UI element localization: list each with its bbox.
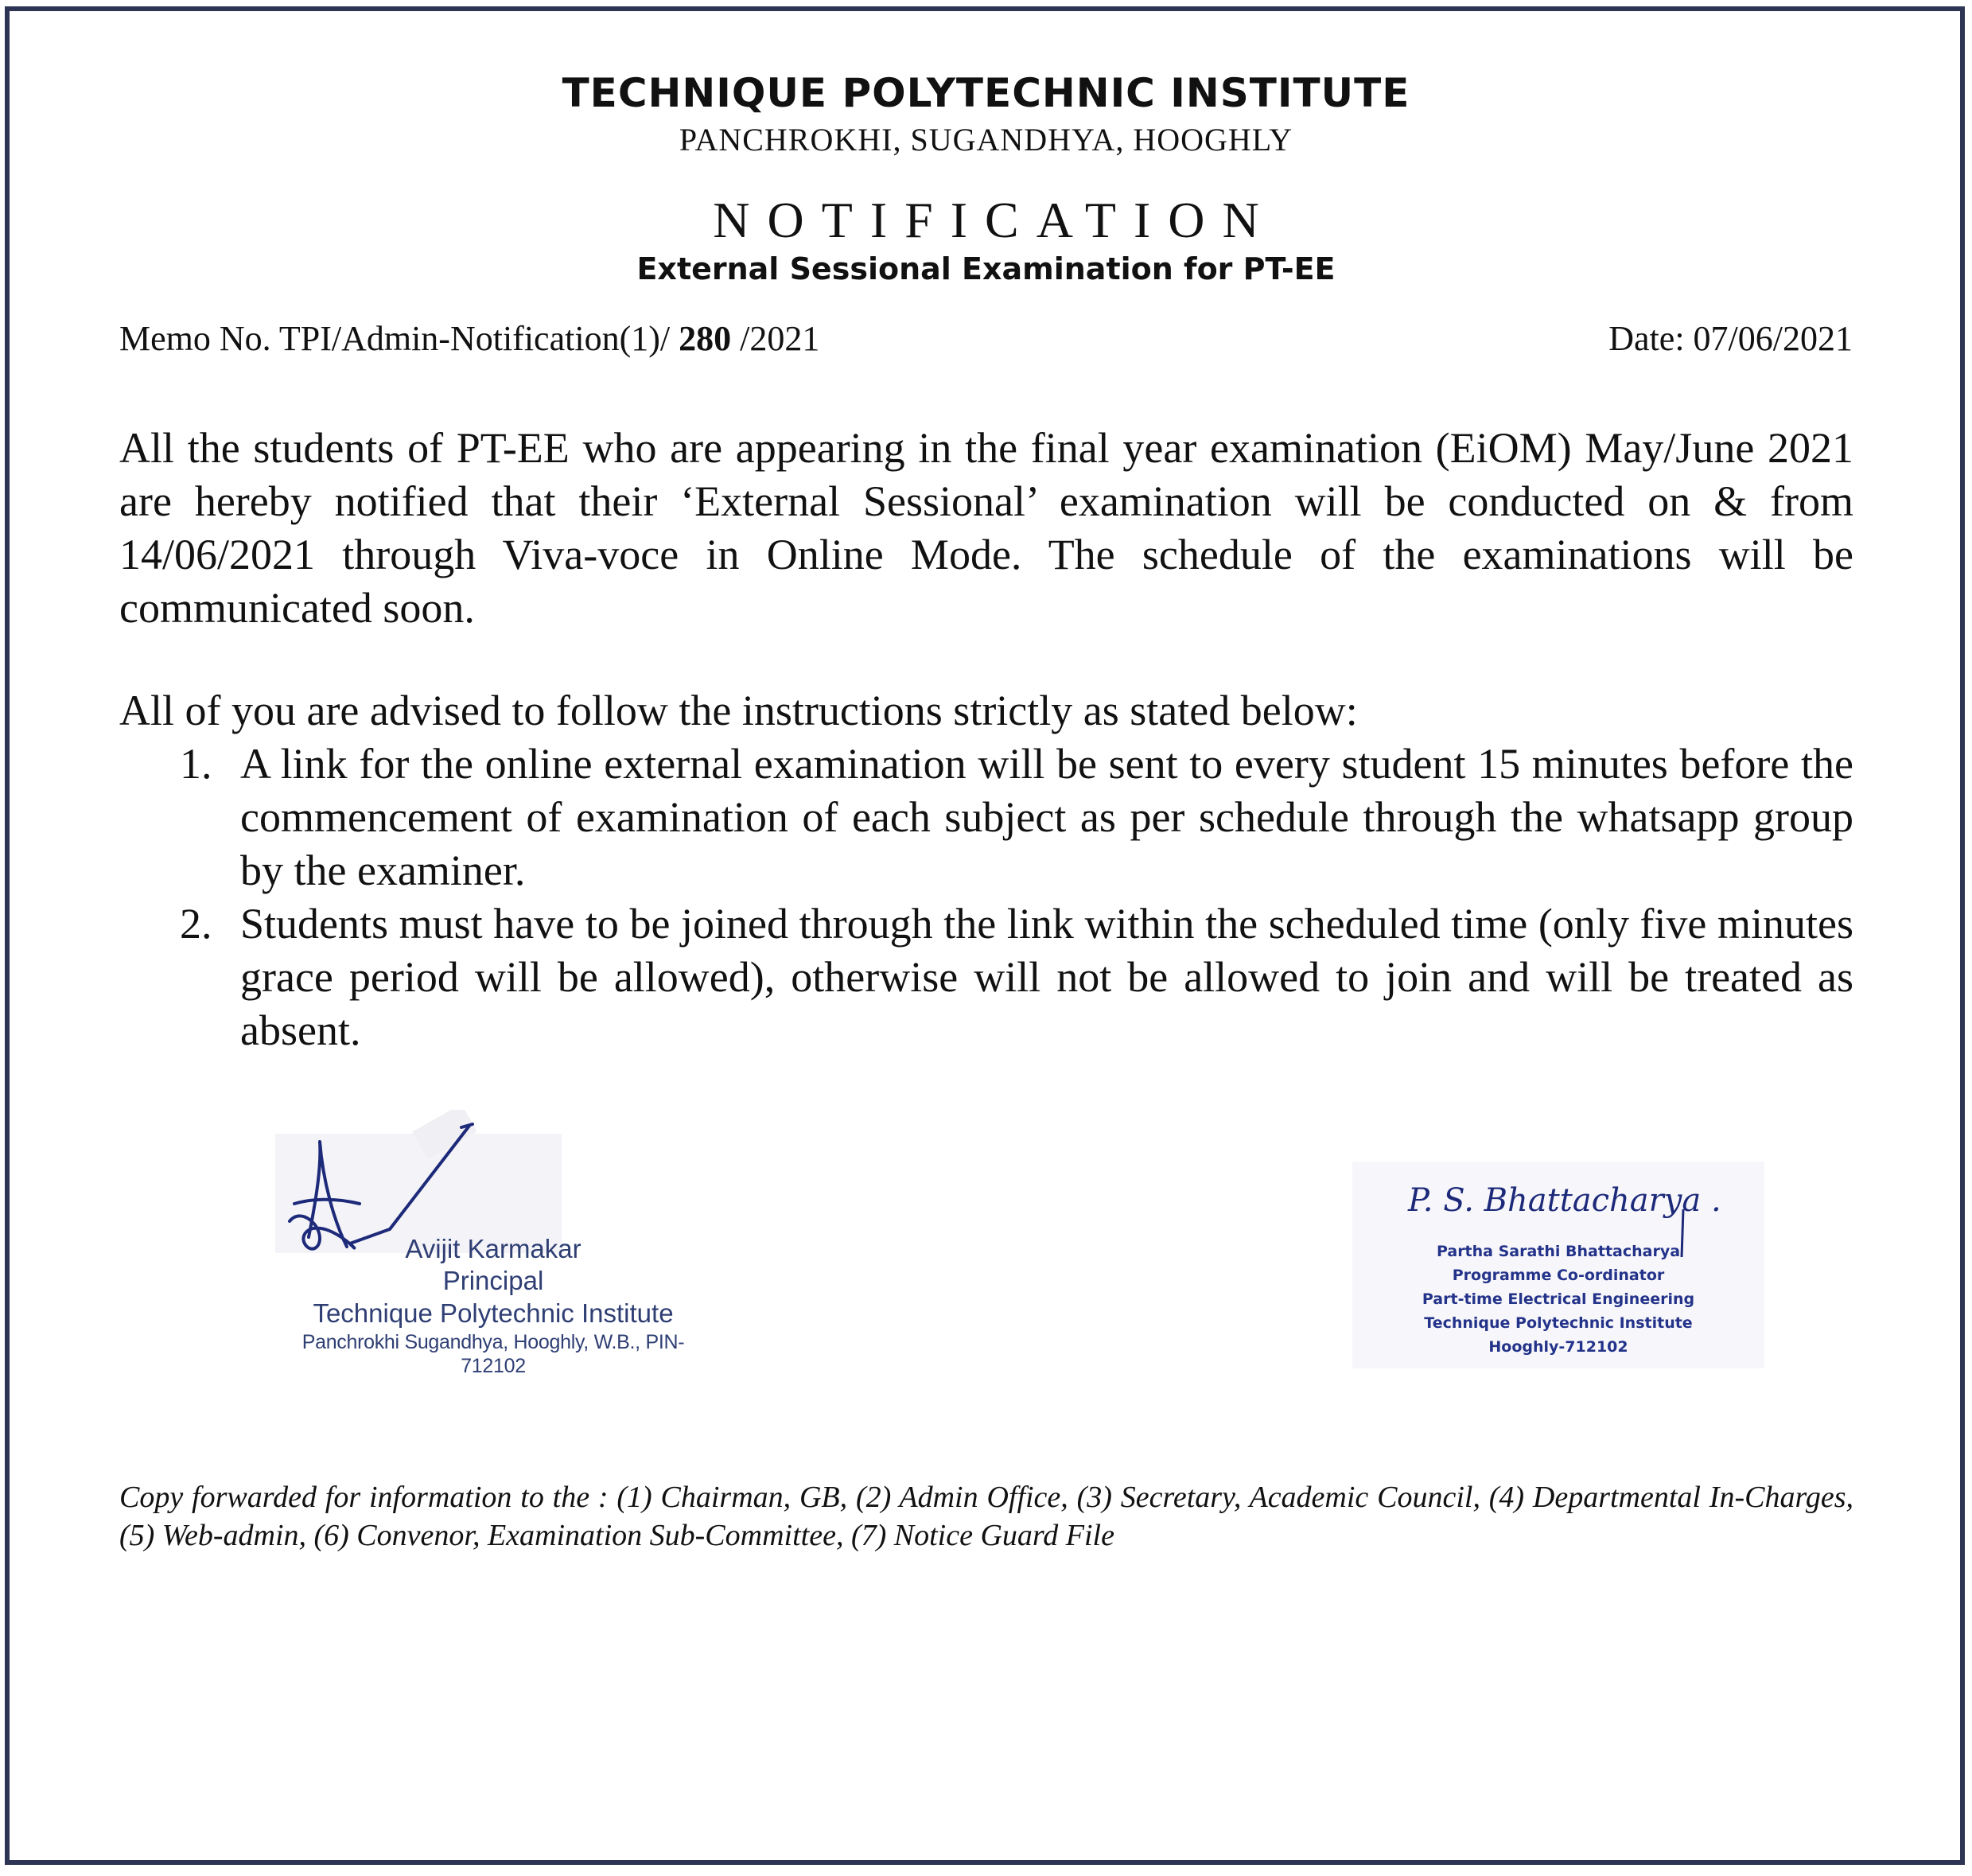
memo-number: 280 (679, 319, 732, 358)
list-item-text: Students must have to be joined through the link within the scheduled time (only five minutes grace period will be allowed), otherwise will not be allowed to join and will be treated as absent. (240, 900, 1853, 1054)
copy-forwarded-note: Copy forwarded for information to the : (1) Chairman, GB, (2) Admin Office, (3) Secretary, Academic Council, (4) Departmental In-Charges, (5) Web-admin, (6) Convenor, Examination Sub-Committee, (7) Notice Guard File (119, 1481, 1853, 1552)
coordinator-address: Hooghly-712102 (1488, 1338, 1628, 1356)
principal-signature-block (270, 1110, 716, 1377)
list-item-number: 2. (180, 900, 212, 948)
list-item (119, 897, 1853, 1057)
notification-subtitle: External Sessional Examination for PT-EE (636, 251, 1336, 286)
list-item-text: A link for the online external examination will be sent to every student 15 minutes before the commencement of examination of each subject as per schedule through the whatsapp group by the examiner. (240, 740, 1853, 894)
handwritten-signature: P. S. Bhattacharya . (1408, 1182, 1721, 1219)
principal-stamp (270, 1233, 716, 1378)
notice-paragraph-1: All the students of PT-EE who are appearing in the final year examination (EiOM) May/June 2021 are hereby notified that their ‘External Sessional’ examination will be conducted on & from 14/06/2021 through Viva-voce in Online Mode. The schedule of the examinations will be communicated soon. (119, 424, 1853, 632)
coordinator-organization: Technique Polytechnic Institute (1424, 1314, 1693, 1332)
institute-address: PANCHROKHI, SUGANDHYA, HOOGHLY (679, 122, 1293, 158)
memo-row (119, 318, 1853, 359)
coordinator-designation: Programme Co-ordinator (1452, 1267, 1665, 1284)
memo-number-line (119, 318, 819, 359)
list-item-number: 1. (180, 740, 212, 788)
principal-organization: Technique Polytechnic Institute (313, 1298, 674, 1328)
coordinator-signature-block (1352, 1162, 1764, 1368)
memo-date: Date: 07/06/2021 (1608, 319, 1853, 358)
coordinator-department: Part-time Electrical Engineering (1422, 1290, 1695, 1308)
principal-name: Avijit Karmakar (405, 1234, 581, 1263)
institute-name: TECHNIQUE POLYTECHNIC INSTITUTE (562, 70, 1410, 116)
principal-address: Panchrokhi Sugandhya, Hooghly, W.B., PIN-712102 (301, 1331, 685, 1377)
principal-designation: Principal (442, 1266, 544, 1295)
instruction-list (119, 738, 1853, 1057)
notification-title: NOTIFICATION (713, 192, 1277, 248)
notice-paragraph-2: All of you are advised to follow the instructions strictly as stated below: (119, 687, 1358, 734)
list-item (119, 738, 1853, 897)
coordinator-name: Partha Sarathi Bhattacharya (1436, 1243, 1681, 1260)
memo-suffix: /2021 (731, 319, 820, 358)
memo-prefix: Memo No. TPI/Admin-Notification(1)/ (119, 319, 679, 358)
coordinator-stamp (1352, 1240, 1764, 1359)
